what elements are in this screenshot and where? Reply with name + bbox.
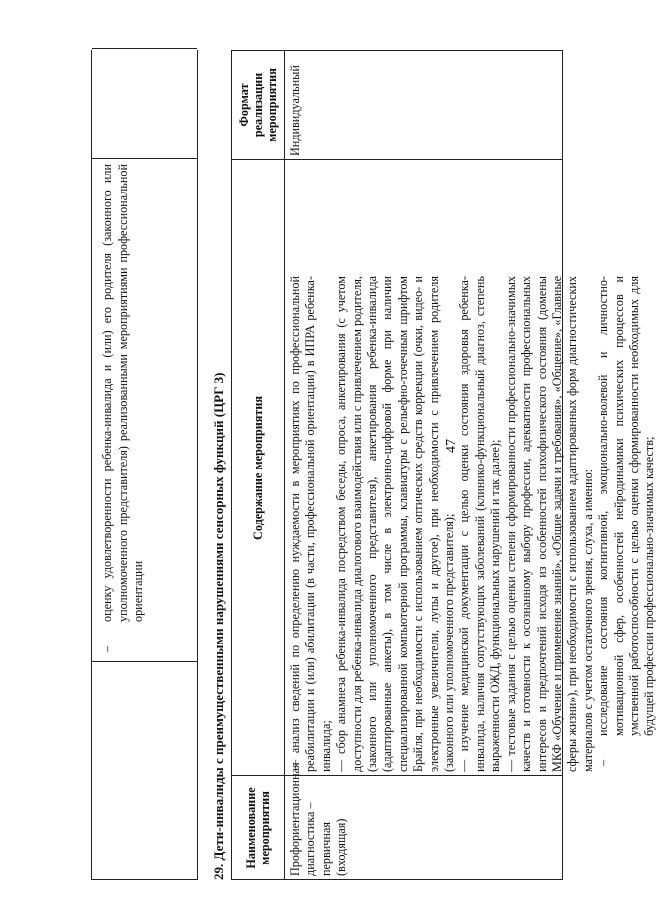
section-title: 29. Дети-инвалиды с преимущественными нарушениями сенсорных функций (ЦРГ 3)	[211, 372, 226, 880]
activity-name-line: Профориентационная	[288, 762, 302, 876]
content-paragraph: — анализ сведений по определению нуждаемости в мероприятиях по профессиональной реабилитации и (или) абилитации (в части, профессиональной ориентации) в ИПРА ребенка-инвалида;	[288, 276, 334, 772]
header-format: Формат реализации мероприятия	[237, 68, 279, 142]
activity-content-cell	[288, 276, 658, 772]
header-content: Содержание мероприятия	[251, 396, 265, 540]
content-paragraph: — тестовые задания с целью оценки степени сформированности профессионально-значимых качеств и готовности к осознанному выбору профессии, адекватности профессиональных интересов и предпочтений исходя из особенностей психофизического состояния (домены МКФ «Обучение и применение знаний», «Общие задачи и требования», «Общение», «Главные сферы жизни»), при необходимости с использованием адаптированных форм диагностических материалов с учетом остаточного зрения, слуха, а именно:	[504, 276, 596, 772]
activity-name-line: диагностика –	[303, 802, 318, 876]
content-paragraph: — сбор анамнеза ребенка-инвалида посредством беседы, опроса, анкетирования (с учетом доступности для ребенка-инвалида диалогового взаимодействия или с привлечением родителя, (законного или уполномоченного представителя), анкетирования ребенка-инвалида (адаптированные анкеты), в том числе в электронно-цифровой форме при наличии специализированной компьютерной программы, клавиатуры с рельефно-точечным шрифтом Брайля, при необходимости с использованием оптических средств коррекции (очки, видео- и электронные увеличители, лупы и другое), при необходимости с привлечением родителя (законного или уполномоченного представителя);	[334, 276, 457, 772]
name-dash: –	[303, 802, 318, 809]
header-row-divider	[284, 50, 285, 880]
header-name: Наименование мероприятия	[244, 787, 272, 869]
bullet-dash: –	[596, 759, 611, 766]
bullet-text: исследование состояния когнитивной, эмоционально-волевой и личностно-мотивационной сфер, особенностей нейродинамики психических процессов и умственной работоспособности с целью оценки сформированности необходимых для будущей профессии профессионально-значимых качеств;	[596, 276, 657, 736]
rotated-page-content	[91, 50, 657, 880]
content-bullet	[596, 276, 658, 772]
activity-name-cell	[288, 762, 350, 876]
continuation-name-column	[92, 661, 197, 880]
list-dash: –	[100, 645, 114, 652]
continuation-format-column	[92, 48, 197, 159]
page-number: 47	[444, 439, 459, 453]
activities-table	[231, 50, 657, 880]
activity-name-line: первичная (входящая)	[318, 818, 349, 876]
continuation-table	[91, 50, 198, 880]
continuation-item-text: оценку удовлетворенности ребенка-инвалида и (или) его родителя (законного или уполномоченного представителя) реализованными мероприятиями профессиональной ориентации	[100, 164, 145, 622]
continuation-list-item	[100, 164, 147, 652]
content-paragraph: — изучение медицинской документации с целью оценки состояния здоровья ребенка-инвалида, наличия сопутствующих заболеваний (клинико-функциональный диагноз, степень выраженности ОЖД, функциональных нарушений и так далее);	[457, 276, 503, 772]
activity-format-cell: Индивидуальный	[288, 65, 302, 156]
